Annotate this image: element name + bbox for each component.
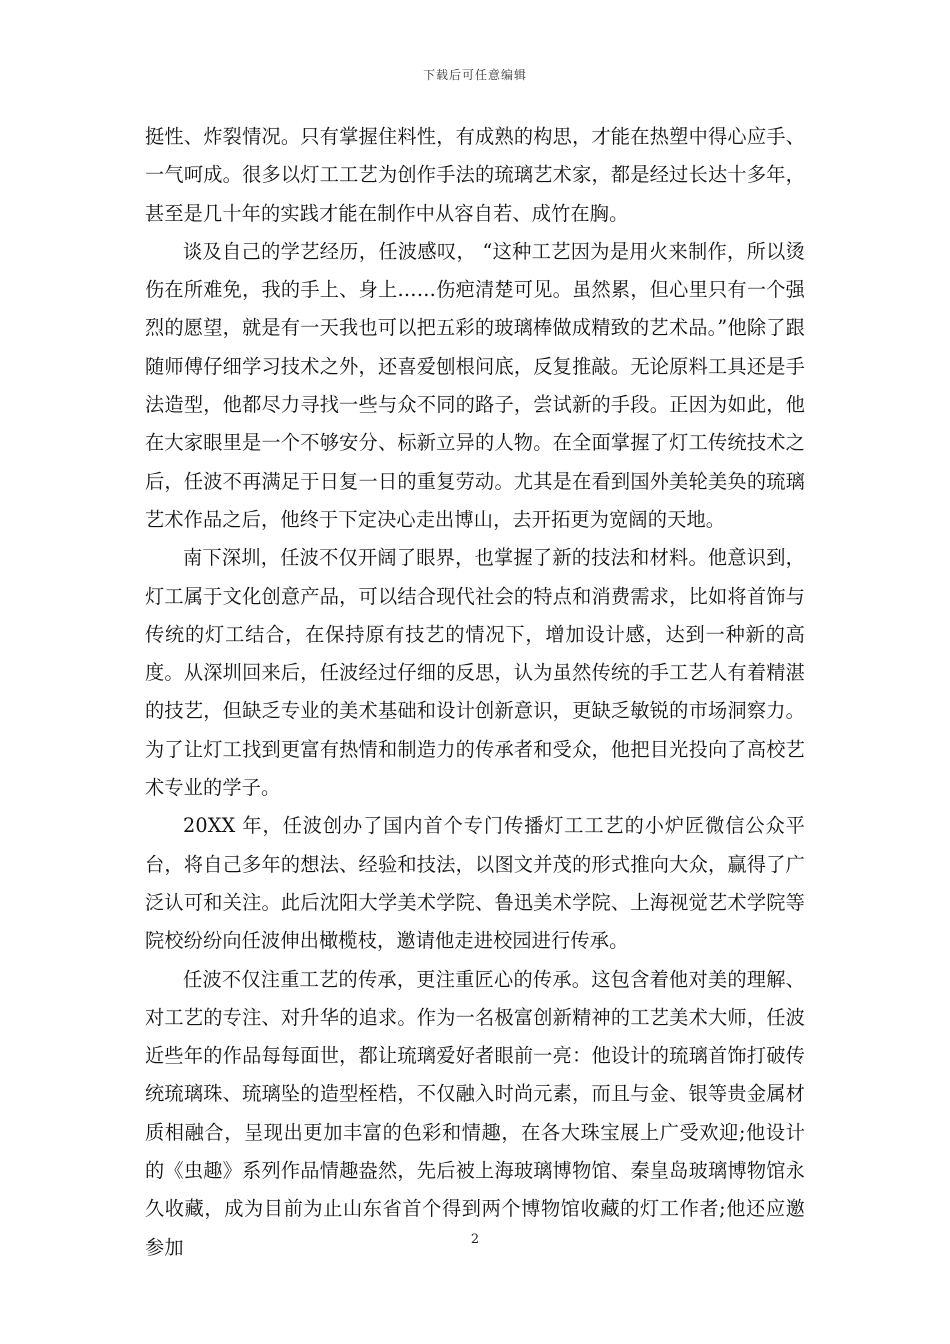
body-paragraph-2: 谈及自己的学艺经历，任波感叹， “这种工艺因为是用火来制作，所以烫伤在所难免，我的手上、身上……伤疤清楚可见。虽然累，但心里只有一个强烈的愿望，就是有一天我也可以把五彩的玻璃棒做成精致的艺术品。”他除了跟随师傅仔细学习技术之外，还喜爱刨根问底，反复推敲。无论原料工具还是手法造型，他都尽力寻找一些与众不同的路子，尝试新的手段。正因为如此，他在大家眼里是一个不够安分、标新立异的人物。在全面掌握了灯工传统技术之后，任波不再满足于日复一日的重复劳动。尤其是在看到国外美轮美奂的琉璃艺术作品之后，他终于下定决心走出博山，去开拓更为宽阔的天地。 (145, 239, 805, 531)
body-paragraph-3: 南下深圳，任波不仅开阔了眼界，也掌握了新的技法和材料。他意识到，灯工属于文化创意产品，可以结合现代社会的特点和消费需求，比如将首饰与传统的灯工结合，在保持原有技艺的情况下，增加设计感，达到一种新的高度。从深圳回来后，任波经过仔细的反思，认为虽然传统的手工艺人有着精湛的技艺，但缺乏专业的美术基础和设计创新意识，更缺乏敏锐的市场洞察力。为了让灯工找到更富有热情和制造力的传承者和受众，他把目光投向了高校艺术专业的学子。 (145, 546, 805, 800)
page-number: 2 (470, 1232, 480, 1247)
body-paragraph-1: 挺性、炸裂情况。只有掌握住料性，有成熟的构思，才能在热塑中得心应手、一气呵成。很多以灯工工艺为创作手法的琉璃艺术家，都是经过长达十多年，甚至是几十年的实践才能在制作中从容自若、成竹在胸。 (145, 125, 805, 225)
page-header: 下载后可任意编辑 (422, 68, 527, 82)
body-paragraph-5: 任波不仅注重工艺的传承，更注重匠心的传承。这包含着他对美的理解、对工艺的专注、对升华的追求。作为一名极富创新精神的工艺美术大师，任波近些年的作品每每面世，都让琉璃爱好者眼前一亮：他设计的琉璃首饰打破传统琉璃珠、琉璃坠的造型桎梏，不仅融入时尚元素，而且与金、银等贵金属材质相融合，呈现出更加丰富的色彩和情趣，在各大珠宝展上广受欢迎;他设计的《虫趣》系列作品情趣盎然，先后被上海玻璃博物馆、秦皇岛玻璃博物馆永久收藏，成为目前为止山东省首个得到两个博物馆收藏的灯工作者;他还应邀参加 (145, 967, 805, 1259)
document-body (145, 118, 805, 1267)
body-paragraph-4: 20XX 年，任波创办了国内首个专门传播灯工工艺的小炉匠微信公众平台，将自己多年的想法、经验和技法，以图文并茂的形式推向大众，赢得了广泛认可和关注。此后沈阳大学美术学院、鲁迅美术学院、上海视觉艺术学院等院校纷纷向任波伸出橄榄枝，邀请他走进校园进行传承。 (145, 814, 805, 953)
